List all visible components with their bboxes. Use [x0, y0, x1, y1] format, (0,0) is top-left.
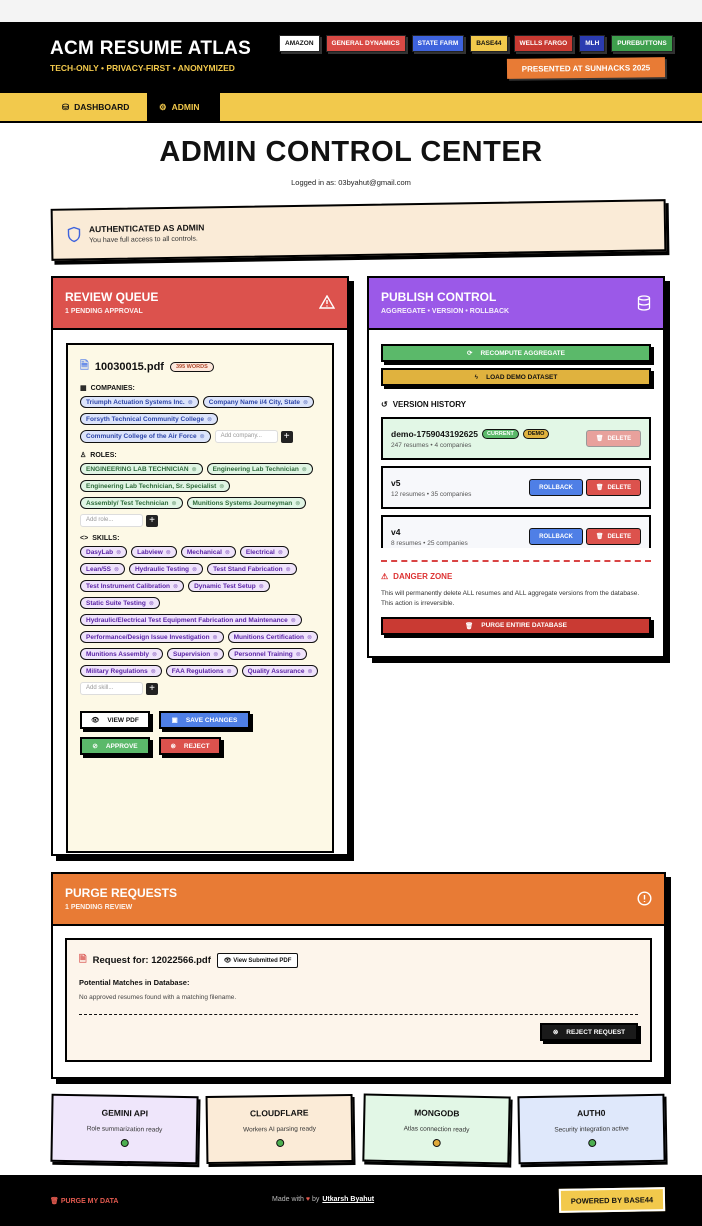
nav-dashboard[interactable]	[50, 93, 141, 121]
delete-button[interactable]	[586, 479, 641, 496]
tag-chip	[80, 546, 127, 558]
remove-tag-icon[interactable]: ⊗	[285, 566, 291, 573]
view-submitted-pdf-label: View Submitted PDF	[233, 957, 292, 964]
add-role-button[interactable]: +	[146, 515, 158, 527]
tag-label: FAA Regulations	[171, 667, 224, 675]
review-queue-subtitle: 1 PENDING APPROVAL	[65, 308, 143, 315]
service-card	[50, 1094, 198, 1165]
view-submitted-pdf-button[interactable]	[217, 953, 299, 968]
auth-title: AUTHENTICATED AS ADMIN	[88, 222, 205, 235]
tag-label: Lean/5S	[86, 565, 111, 573]
companies-list	[80, 396, 330, 443]
site-title: ACM RESUME ATLAS	[50, 38, 252, 59]
tag-chip	[228, 648, 307, 660]
tag-label: Personnel Training	[234, 650, 293, 658]
trash-icon: 🗑	[595, 534, 604, 540]
rollback-button[interactable]: ROLLBACK	[529, 528, 583, 545]
roles-label: ROLES:	[90, 451, 117, 459]
service-status: Workers AI parsing ready	[243, 1125, 316, 1134]
tag-label: Dynamic Test Setup	[194, 582, 256, 590]
recompute-aggregate-button[interactable]	[381, 344, 651, 362]
database-icon: ⛁	[62, 101, 70, 112]
auth-text: You have full access to all controls.	[89, 235, 198, 245]
danger-zone-title: DANGER ZONE	[393, 572, 453, 581]
eye-icon: 👁	[91, 717, 100, 724]
current-badge: CURRENT	[482, 429, 519, 439]
service-status: Security integration active	[554, 1125, 629, 1134]
tag-chip	[80, 580, 184, 592]
load-demo-label: LOAD DEMO DATASET	[486, 373, 558, 381]
remove-tag-icon[interactable]: ⊗	[226, 668, 232, 675]
remove-tag-icon[interactable]: ⊗	[307, 634, 313, 641]
purge-my-data-link[interactable]	[50, 1197, 118, 1205]
delete-button-disabled[interactable]	[586, 430, 641, 447]
delete-label: DELETE	[607, 435, 632, 442]
add-company-button[interactable]: +	[281, 431, 293, 443]
remove-tag-icon[interactable]: ⊗	[212, 634, 218, 641]
purge-request-card	[65, 938, 652, 1062]
tag-chip	[80, 648, 163, 660]
delete-button[interactable]	[586, 528, 641, 545]
check-circle-icon: ⊘	[92, 743, 98, 750]
powered-by-badge[interactable]: POWERED BY BASE44	[559, 1187, 665, 1213]
refresh-icon: ⟳	[467, 350, 473, 357]
history-icon: ↺	[381, 400, 388, 409]
purge-requests-panel	[51, 872, 666, 1079]
remove-tag-icon[interactable]: ⊗	[173, 583, 179, 590]
purge-requests-subtitle: 1 PENDING REVIEW	[65, 904, 133, 911]
tag-chip	[166, 665, 238, 677]
delete-label: DELETE	[607, 533, 632, 540]
trash-icon: 🗑	[465, 622, 474, 630]
status-dot-icon	[432, 1139, 440, 1147]
remove-tag-icon[interactable]: ⊗	[213, 651, 219, 658]
add-company-row	[215, 430, 293, 443]
remove-tag-icon[interactable]: ⊗	[150, 668, 156, 675]
heart-icon: ♥	[305, 1196, 311, 1203]
danger-zone	[381, 560, 651, 609]
service-name: MONGODB	[414, 1107, 460, 1119]
service-name: CLOUDFLARE	[249, 1107, 309, 1119]
companies-label: COMPANIES:	[90, 384, 135, 392]
shield-icon	[67, 226, 81, 242]
x-circle-icon: ⊗	[170, 743, 176, 750]
sponsor-badge[interactable]: GENERAL DYNAMICS	[326, 35, 406, 52]
tag-label: Triumph Actuation Systems Inc.	[86, 398, 185, 406]
service-status: Role summarization ready	[86, 1125, 163, 1134]
settings-icon: ⚙	[159, 101, 167, 112]
view-pdf-label: VIEW PDF	[107, 716, 139, 724]
sponsor-badge[interactable]: BASE44	[470, 35, 507, 52]
site-header	[0, 22, 702, 93]
tag-chip	[207, 463, 313, 475]
sponsor-badge[interactable]: WELLS FARGO	[514, 35, 574, 52]
file-icon: 🗎	[80, 360, 89, 372]
purge-database-label: PURGE ENTIRE DATABASE	[481, 622, 567, 629]
nav-dashboard-label: DASHBOARD	[74, 102, 130, 112]
purge-database-button[interactable]	[381, 617, 651, 635]
remove-tag-icon[interactable]: ⊗	[151, 651, 157, 658]
skills-list	[80, 546, 330, 677]
tag-label: ENGINEERING LAB TECHNICIAN	[86, 465, 189, 473]
purge-requests-title: PURGE REQUESTS	[65, 886, 178, 900]
publish-control-panel	[367, 276, 665, 658]
service-card	[206, 1094, 354, 1164]
tag-label: Test Instrument Calibration	[86, 582, 171, 590]
rollback-button[interactable]: ROLLBACK	[529, 479, 583, 496]
review-queue-panel	[51, 276, 349, 856]
load-demo-button[interactable]	[381, 368, 651, 386]
file-icon: 🗎	[79, 954, 87, 965]
tag-chip	[80, 563, 125, 575]
tag-label: Military Regulations	[86, 667, 148, 675]
database-icon	[637, 295, 651, 311]
tag-label: DasyLab	[86, 548, 114, 556]
publish-subtitle: AGGREGATE • VERSION • ROLLBACK	[381, 308, 510, 315]
tag-label: Hydraulic/Electrical Test Equipment Fabrication and Maintenance	[86, 616, 288, 624]
reject-label: REJECT	[183, 742, 210, 750]
matches-label: Potential Matches in Database:	[79, 978, 190, 987]
sponsor-badge[interactable]: PUREBUTTONS	[611, 35, 672, 52]
service-card	[517, 1094, 665, 1165]
add-role-input[interactable]: Add role...	[80, 514, 143, 527]
brand[interactable]	[50, 38, 251, 73]
tag-label: Quality Assurance	[247, 667, 305, 675]
roles-list	[80, 463, 330, 509]
tag-chip	[80, 463, 203, 475]
tag-label: Munitions Certification	[233, 633, 304, 641]
version-item	[381, 515, 651, 548]
tag-chip	[188, 580, 270, 592]
purge-requests-header	[53, 874, 664, 926]
tag-label: Supervision	[173, 650, 211, 658]
by-label: by	[311, 1196, 320, 1203]
tag-label: Engineering Lab Technician, Sr. Specialist	[86, 482, 217, 490]
tag-chip	[181, 546, 236, 558]
danger-zone-text: This will permanently delete ALL resumes and ALL aggregate versions from the database. This action is irreversible.	[381, 590, 640, 607]
main-nav	[0, 93, 702, 123]
remove-tag-icon[interactable]: ⊗	[295, 651, 301, 658]
lightning-icon: ϟ	[474, 373, 479, 381]
remove-tag-icon[interactable]: ⊗	[113, 566, 119, 573]
publish-control-header	[369, 278, 663, 330]
remove-tag-icon[interactable]: ⊗	[116, 549, 122, 556]
view-pdf-button[interactable]	[80, 711, 150, 729]
tag-label: Assembly/ Test Technician	[86, 499, 169, 507]
page-title: ADMIN CONTROL CENTER	[159, 136, 543, 168]
tag-label: Forsyth Technical Community College	[86, 415, 204, 423]
tag-label: Company Name i/4 City, State	[208, 398, 301, 406]
reject-button[interactable]	[159, 737, 221, 755]
tag-chip	[167, 648, 224, 660]
remove-tag-icon[interactable]: ⊗	[301, 466, 307, 473]
reject-request-label: REJECT REQUEST	[566, 1028, 626, 1036]
nav-admin-label: ADMIN	[171, 102, 200, 112]
service-name: GEMINI API	[101, 1107, 149, 1119]
remove-tag-icon[interactable]: ⊗	[290, 617, 296, 624]
made-with-text	[272, 1196, 374, 1203]
service-status: Atlas connection ready	[403, 1125, 470, 1134]
presented-badge: PRESENTED AT SUNHACKS 2025	[507, 57, 665, 79]
version-meta: 8 resumes • 25 companies	[391, 539, 468, 547]
remove-tag-icon[interactable]: ⊗	[219, 483, 225, 490]
add-skill-input[interactable]: Add skill...	[80, 682, 143, 695]
version-name: demo-1759043192625	[391, 428, 478, 439]
tag-label: Test Stand Fabrication	[213, 565, 283, 573]
approve-label: APPROVE	[105, 742, 138, 750]
remove-tag-icon[interactable]: ⊗	[187, 399, 193, 406]
status-dot-icon	[588, 1139, 596, 1147]
tag-chip	[228, 631, 318, 643]
sponsor-badge[interactable]: AMAZON	[279, 35, 320, 52]
save-changes-button[interactable]	[159, 711, 250, 729]
publish-title: PUBLISH CONTROL	[381, 290, 497, 304]
tag-chip	[80, 665, 162, 677]
code-icon: <>	[80, 535, 89, 542]
delete-label: DELETE	[607, 484, 632, 491]
tag-label: Munitions Assembly	[86, 650, 149, 658]
logged-in-text: Logged in as: 03byahut@gmail.com	[291, 178, 411, 187]
status-dot-icon	[120, 1139, 128, 1147]
demo-badge: DEMO	[523, 429, 550, 439]
remove-tag-icon[interactable]: ⊗	[199, 434, 205, 440]
save-label: SAVE CHANGES	[185, 716, 238, 724]
trash-icon: 🗑	[50, 1198, 61, 1205]
remove-tag-icon[interactable]: ⊗	[171, 500, 177, 507]
tag-label: Community College of the Air Force	[86, 433, 197, 440]
tag-chip	[80, 480, 230, 492]
nav-admin[interactable]	[147, 93, 220, 121]
tag-label: Hydraulic Testing	[134, 565, 190, 573]
trash-icon: 🗑	[595, 485, 604, 491]
tag-chip	[80, 396, 199, 408]
review-queue-title: REVIEW QUEUE	[65, 290, 159, 304]
resume-filename: 10030015.pdf	[94, 360, 164, 373]
tag-label: Performance/Design Issue Investigation	[86, 633, 210, 641]
sponsor-badge[interactable]: MLH	[579, 35, 605, 52]
request-filename: Request for: 12022566.pdf	[92, 954, 211, 966]
tag-chip	[129, 563, 203, 575]
tag-chip	[203, 396, 314, 408]
remove-tag-icon[interactable]: ⊗	[191, 466, 197, 473]
version-list[interactable]	[381, 417, 651, 548]
tag-label: Engineering Lab Technician	[212, 465, 299, 473]
status-dot-icon	[276, 1139, 284, 1147]
matches-text: No approved resumes found with a matching filename.	[79, 994, 237, 1001]
version-meta: 12 resumes • 35 companies	[391, 490, 472, 498]
sponsor-badges	[279, 35, 673, 52]
save-icon: ▣	[171, 717, 178, 724]
tag-chip	[80, 497, 183, 509]
service-name: AUTH0	[576, 1107, 606, 1119]
tag-chip	[131, 546, 177, 558]
tag-label: Munitions Systems Journeyman	[192, 499, 293, 507]
remove-tag-icon[interactable]: ⊗	[277, 549, 283, 556]
tag-label: Labview	[137, 548, 163, 556]
tag-chip	[80, 597, 160, 609]
remove-tag-icon[interactable]: ⊗	[224, 549, 230, 556]
version-meta: 247 resumes • 4 companies	[391, 441, 472, 449]
remove-tag-icon[interactable]: ⊗	[206, 416, 213, 423]
tag-chip	[80, 614, 302, 626]
site-subtitle: TECH-ONLY • PRIVACY-FIRST • ANONYMIZED	[50, 63, 235, 73]
trash-icon: 🗑	[595, 436, 604, 442]
auth-banner	[51, 199, 667, 261]
tag-chip	[242, 665, 319, 677]
warning-icon	[319, 295, 335, 309]
version-item	[381, 417, 651, 460]
x-circle-icon: ⊗	[552, 1029, 559, 1036]
tag-label: Static Suite Testing	[86, 599, 146, 607]
skills-label: SKILLS:	[92, 535, 120, 542]
reject-request-button[interactable]	[540, 1023, 638, 1041]
site-footer	[0, 1175, 702, 1226]
remove-tag-icon[interactable]: ⊗	[192, 566, 198, 573]
recompute-label: RECOMPUTE AGGREGATE	[480, 349, 565, 357]
alert-circle-icon	[637, 891, 652, 906]
add-skill-button[interactable]: +	[146, 683, 158, 695]
review-queue-header	[53, 278, 347, 330]
remove-tag-icon[interactable]: ⊗	[258, 583, 264, 590]
remove-tag-icon[interactable]: ⊗	[165, 549, 171, 556]
approve-button[interactable]	[80, 737, 150, 755]
version-name: v5	[391, 477, 401, 488]
service-card	[362, 1093, 510, 1164]
tag-label: Electrical	[245, 548, 275, 556]
top-strip	[0, 0, 702, 22]
tag-chip	[80, 413, 218, 425]
warning-icon: ⚠	[381, 572, 389, 581]
sponsor-badge[interactable]: STATE FARM	[412, 35, 465, 52]
tag-chip	[187, 497, 307, 509]
eye-icon: 👁	[223, 957, 234, 964]
tag-chip	[80, 430, 211, 443]
author-link[interactable]: Utkarsh Byahut	[322, 1196, 375, 1203]
tag-chip	[80, 631, 224, 643]
building-icon: ▦	[80, 385, 87, 392]
version-name: v4	[391, 526, 401, 537]
add-company-input[interactable]: Add company...	[215, 430, 278, 443]
remove-tag-icon[interactable]: ⊗	[148, 600, 154, 607]
remove-tag-icon[interactable]: ⊗	[295, 500, 301, 507]
resume-card	[66, 343, 334, 853]
version-item	[381, 466, 651, 509]
tag-chip	[207, 563, 297, 575]
user-icon: ♙	[80, 452, 87, 459]
version-history-label: VERSION HISTORY	[392, 400, 467, 409]
word-count-badge: 395 WORDS	[170, 362, 214, 372]
purge-my-data-label: PURGE MY DATA	[60, 1198, 119, 1205]
tag-label: Mechanical	[186, 548, 222, 556]
tag-chip	[240, 546, 289, 558]
remove-tag-icon[interactable]: ⊗	[307, 668, 313, 675]
remove-tag-icon[interactable]: ⊗	[303, 399, 309, 406]
made-with-label: Made with	[272, 1196, 304, 1203]
